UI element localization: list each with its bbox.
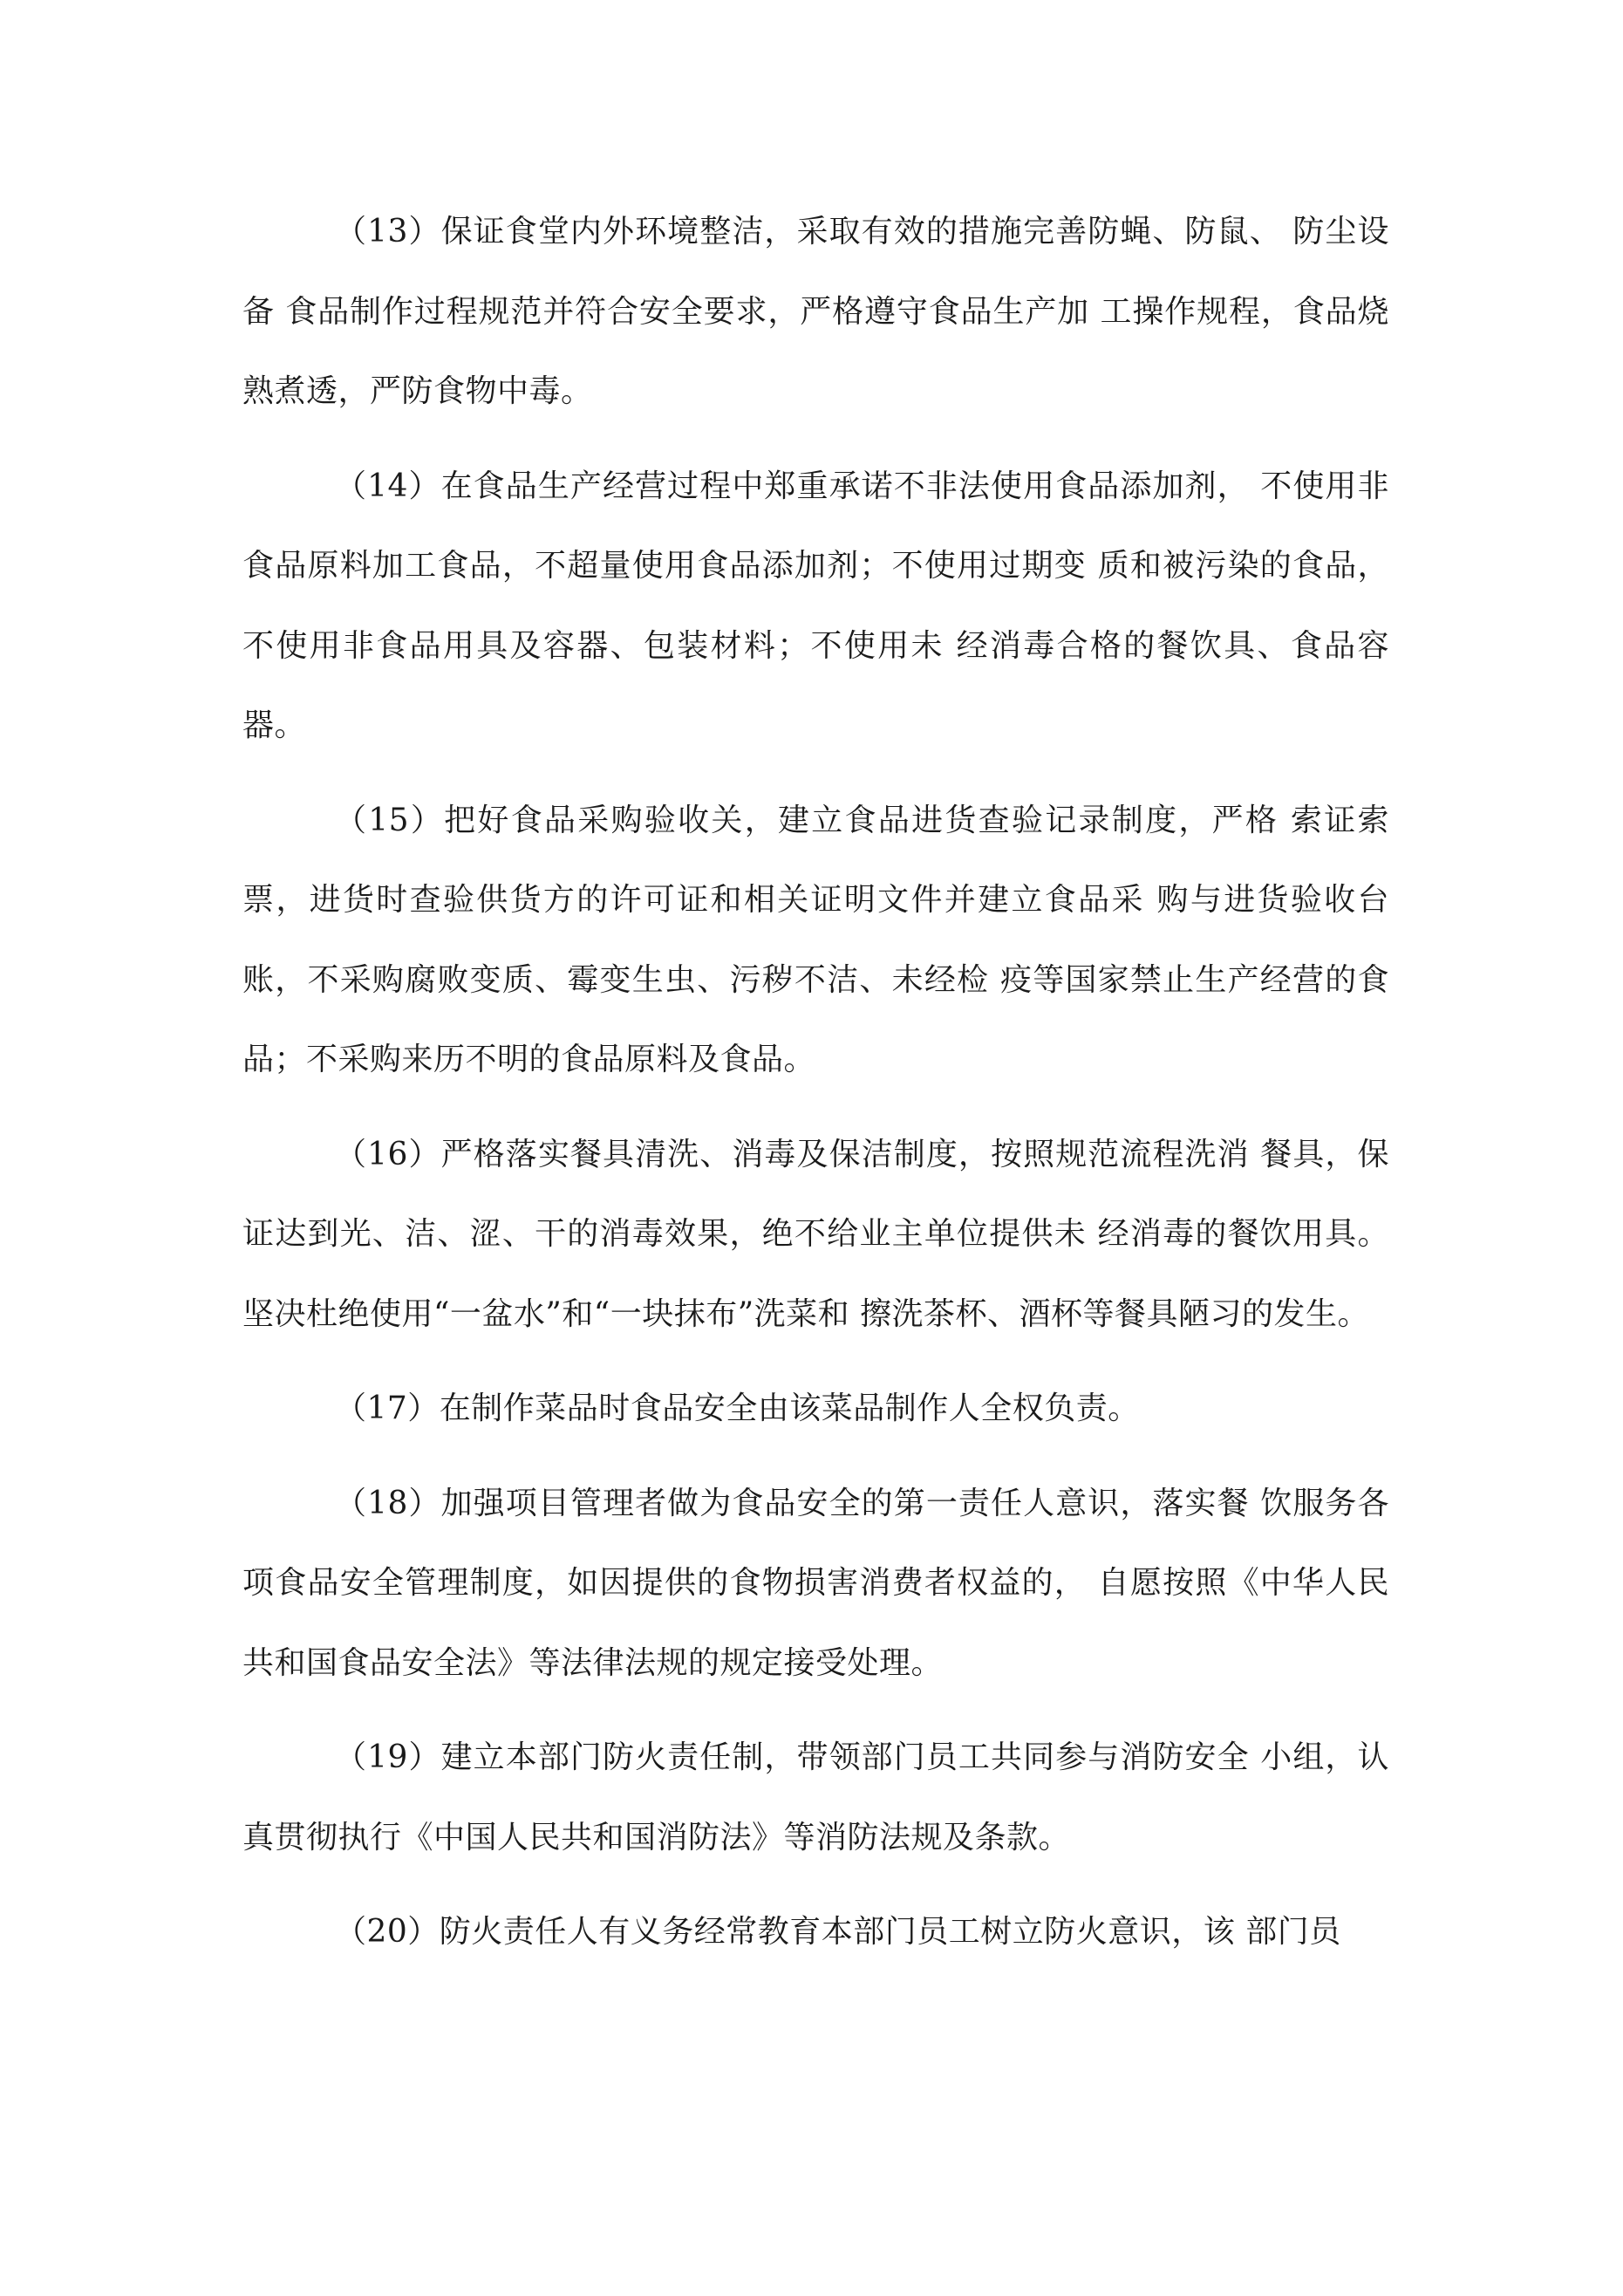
paragraph-16: （16）严格落实餐具清洗、消毒及保洁制度，按照规范流程洗消 餐具，保证达到光、洁、涩、干的消毒效果，绝不给业主单位提供未 经消毒的餐饮用具。坚决杜绝使用“一盆水”和“一块抹布”洗菜和 擦洗茶杯、酒杯等餐具陋习的发生。 <box>242 1136 1389 1332</box>
paragraph-19: （19）建立本部门防火责任制，带领部门员工共同参与消防安全 小组，认真贯彻执行《中国人民共和国消防法》等消防法规及条款。 <box>242 1739 1389 1855</box>
paragraph-15: （15）把好食品采购验收关，建立食品进货查验记录制度，严格 索证索票，进货时查验供货方的许可证和相关证明文件并建立食品采 购与进货验收台账，不采购腐败变质、霉变生虫、污秽不洁、未经检 疫等国家禁止生产经营的食品；不采购来历不明的食品原料及食品。 <box>242 802 1389 1077</box>
paragraph-13: （13）保证食堂内外环境整洁，采取有效的措施完善防蝇、防鼠、 防尘设备 食品制作过程规范并符合安全要求，严格遵守食品生产加 工操作规程，食品烧熟煮透，严防食物中毒。 <box>242 214 1389 409</box>
paragraph-17: （17）在制作菜品时食品安全由该菜品制作人全权负责。 <box>335 1391 1140 1426</box>
paragraph-14: （14）在食品生产经营过程中郑重承诺不非法使用食品添加剂， 不使用非食品原料加工食品，不超量使用食品添加剂；不使用过期变 质和被污染的食品，不使用非食品用具及容器、包装材料；不使用未 经消毒合格的餐饮具、食品容器。 <box>242 468 1389 743</box>
paragraph-18: （18）加强项目管理者做为食品安全的第一责任人意识，落实餐 饮服务各项食品安全管理制度，如因提供的食物损害消费者权益的， 自愿按照《中华人民共和国食品安全法》等法律法规的规定接受处理。 <box>242 1485 1389 1681</box>
paragraph-20: （20）防火责任人有义务经常教育本部门员工树立防火意识，该 部门员 <box>335 1914 1341 1950</box>
